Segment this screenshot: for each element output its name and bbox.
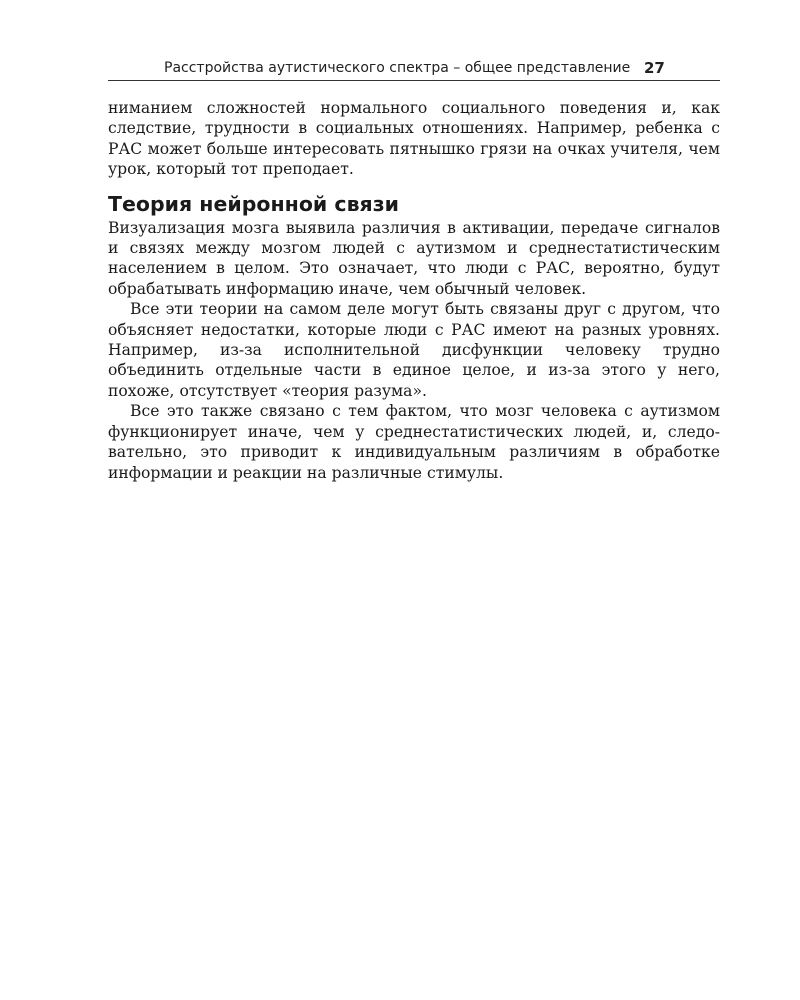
running-header — [108, 58, 720, 81]
section-paragraph-3: Все это также связано с тем фактом, что мозг человека с аутизмом функционирует иначе, чем у среднестатистических людей, и, следовательно, это приводит к индивидуальным различиям в обработке информации и реакции на различные стимулы. — [108, 402, 720, 482]
page-number: 27 — [644, 59, 665, 77]
running-header-title: Расстройства аутистического спектра – общее представление — [164, 60, 631, 76]
section-paragraph-1: Визуализация мозга выявила различия в активации, передаче сигналов и связях между мозгом людей с аутизмом и среднестатистическим населением в целом. Это означает, что люди с РАС, вероятно, будут обрабатывать информацию иначе, чем обычный человек. — [108, 218, 720, 298]
paragraph-continuation: ниманием сложностей нормального социального поведения и, как следствие, трудности в социальных отношениях. Например, ребенка с РАС может больше интересовать пятнышко грязи на очках учителя, чем урок, который тот преподает. — [108, 99, 720, 179]
section-paragraph-2: Все эти теории на самом деле могут быть связаны друг с другом, что объясняет недостатки, которые люди с РАС имеют на разных уровнях. Например, из-за исполнительной дисфункции человеку трудно объединить отдельные части в единое целое, и из-за этого у него, похоже, отсутствует «теория разума». — [108, 300, 720, 400]
body-text — [108, 98, 720, 483]
section-heading: Теория нейронной связи — [108, 191, 399, 216]
